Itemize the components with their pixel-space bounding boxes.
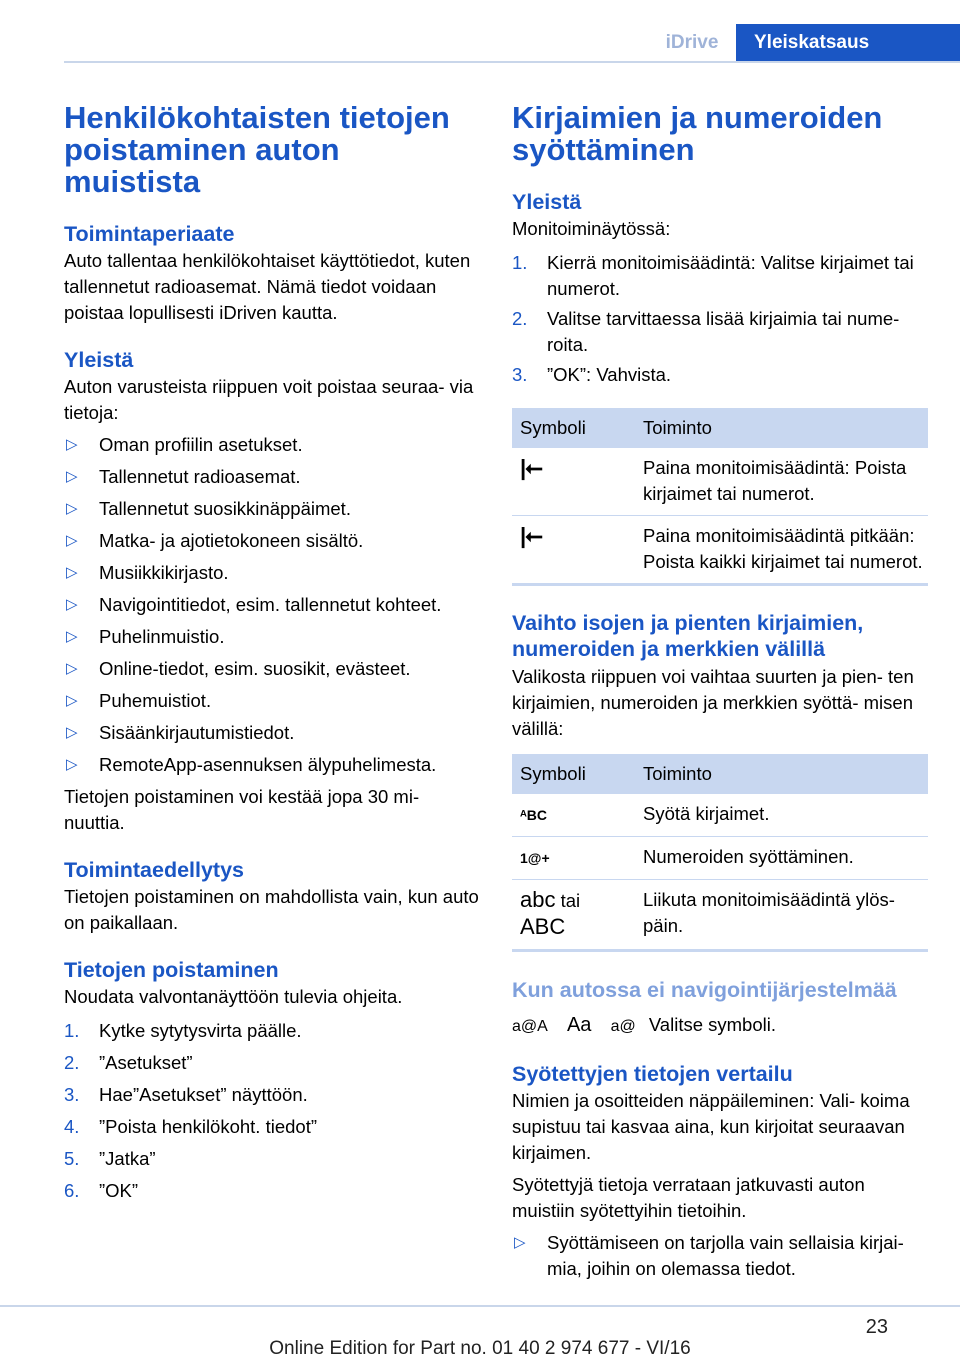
switch-text: Valikosta riippuen voi vaihtaa suurten ja pien‐ ten kirjaimien, numeroiden ja merkkien syöttä‐ misen välillä: xyxy=(512,666,914,739)
step-text: ”Poista henkilökoht. tiedot” xyxy=(99,1116,318,1137)
step-item xyxy=(512,306,928,358)
list-item-text: Tallennetut radioasemat. xyxy=(99,466,301,487)
function-cell: Paina monitoimisäädintä: Poista kirjaimet tai numerot. xyxy=(635,448,928,516)
column-header-function: Toiminto xyxy=(635,408,928,448)
function-cell: Syötä kirjaimet. xyxy=(635,794,928,837)
symbol-case-icon: Aa xyxy=(566,1014,592,1036)
symbol-cell xyxy=(512,794,635,837)
nonav-heading: Kun autossa ei navigointijärjestelmää xyxy=(512,978,897,1002)
step-text: ”OK”: Vahvista. xyxy=(547,364,672,385)
header-tab: Yleiskatsaus xyxy=(736,24,960,61)
table-row xyxy=(512,448,928,516)
general-text: Auton varusteista riippuen voit poistaa seuraa‐ via tietoja: xyxy=(64,376,474,423)
step-text: ”Asetukset” xyxy=(99,1052,193,1073)
delete-symbol-table xyxy=(512,408,928,586)
step-number: 2. xyxy=(64,1052,80,1073)
step-item xyxy=(64,1114,480,1140)
step-text: Kytke sytytysvirta päälle. xyxy=(99,1020,302,1041)
step-number: 5. xyxy=(64,1148,80,1169)
list-item-text: Oman profiilin asetukset. xyxy=(99,434,303,455)
list-item-text: Puhelinmuistio. xyxy=(99,626,225,647)
list-item xyxy=(64,752,480,778)
step-text: Kierrä monitoimisäädintä: Valitse kirjaimet tai numerot. xyxy=(547,252,914,299)
switch-symbol-table xyxy=(512,754,928,952)
triangle-bullet-icon: ▷ xyxy=(66,692,78,709)
backspace-icon: |⭠ xyxy=(520,523,542,548)
triangle-bullet-icon: ▷ xyxy=(66,628,78,645)
step-text: ”OK” xyxy=(99,1180,139,1201)
letters-icon: ᴬBC xyxy=(520,807,548,823)
numbers-symbols-icon: 1@+ xyxy=(520,850,550,866)
list-item xyxy=(64,496,480,522)
table-row xyxy=(512,880,928,951)
step-number: 3. xyxy=(512,364,528,385)
step-item xyxy=(64,1018,480,1044)
table-header-row xyxy=(512,408,928,448)
function-cell: Liikuta monitoimisäädintä ylös‐ päin. xyxy=(635,880,928,951)
nonav-row xyxy=(512,1012,928,1040)
list-item-text: Puhemuistiot. xyxy=(99,690,212,711)
list-item xyxy=(64,560,480,586)
footer-edition: Online Edition for Part no. 01 40 2 974 677 - VI/16 xyxy=(269,1338,691,1359)
list-item-text: Syöttämiseen on tarjolla vain sellaisia kirjai‐ mia, joihin on olemassa tiedot. xyxy=(547,1232,904,1279)
column-header-symbol: Symboli xyxy=(512,408,635,448)
symbol-cell xyxy=(512,448,635,516)
delete-heading: Tietojen poistaminen xyxy=(64,958,279,982)
prereq-heading: Toimintaedellytys xyxy=(64,858,245,882)
triangle-bullet-icon: ▷ xyxy=(66,596,78,613)
compare-text-2: Syötettyjä tietoja verrataan jatkuvasti auton muistiin syötettyihin tietoihin. xyxy=(512,1174,865,1221)
triangle-bullet-icon: ▷ xyxy=(514,1234,526,1251)
symbol-at-icon: a@ xyxy=(610,1018,636,1035)
left-title: Henkilökohtaisten tietojen poistaminen auton muistista xyxy=(64,100,450,199)
step-item xyxy=(64,1082,480,1108)
delete-text: Noudata valvontanäyttöön tulevia ohjeita. xyxy=(64,986,403,1007)
right-column xyxy=(512,102,928,1282)
step-item xyxy=(512,362,928,388)
uppercase-abc-icon: ABC xyxy=(520,914,566,939)
column-header-symbol: Symboli xyxy=(512,754,635,794)
triangle-bullet-icon: ▷ xyxy=(66,564,78,581)
header-rule xyxy=(64,61,960,63)
duration-text: Tietojen poistaminen voi kestää jopa 30 mi‐ nuuttia. xyxy=(64,786,420,833)
compare-text-1: Nimien ja osoitteiden näppäileminen: Vali‐ koima supistuu tai kasvaa aina, kun kirjoitat seuraavan kirjaimen. xyxy=(512,1090,910,1163)
step-item xyxy=(64,1178,480,1204)
step-number: 3. xyxy=(64,1084,80,1105)
list-item xyxy=(64,592,480,618)
list-item xyxy=(64,464,480,490)
nonav-text: Valitse symboli. xyxy=(648,1014,776,1035)
list-item xyxy=(64,624,480,650)
footer-rule xyxy=(0,1305,960,1307)
symbol-cell xyxy=(512,837,635,880)
triangle-bullet-icon: ▷ xyxy=(66,660,78,677)
list-item-text: Sisäänkirjautumistiedot. xyxy=(99,722,295,743)
list-item xyxy=(64,528,480,554)
symbol-cell xyxy=(512,516,635,585)
list-item xyxy=(64,656,480,682)
step-text: Hae”Asetukset” näyttöön. xyxy=(99,1084,308,1105)
function-cell: Paina monitoimisäädintä pitkään: Poista kaikki kirjaimet tai numerot. xyxy=(635,516,928,585)
step-number: 6. xyxy=(64,1180,80,1201)
list-item-text: Online-tiedot, esim. suosikit, evästeet. xyxy=(99,658,411,679)
data-list xyxy=(64,432,480,778)
lowercase-abc-icon: abc xyxy=(520,887,556,912)
list-item xyxy=(64,720,480,746)
symbol-a-at-icon: a@A xyxy=(512,1018,548,1035)
column-header-function: Toiminto xyxy=(635,754,928,794)
compare-heading: Syötettyjen tietojen vertailu xyxy=(512,1062,793,1086)
triangle-bullet-icon: ▷ xyxy=(66,436,78,453)
triangle-bullet-icon: ▷ xyxy=(66,532,78,549)
right-general-text: Monitoiminäytössä: xyxy=(512,218,671,239)
right-title: Kirjaimien ja numeroiden syöttäminen xyxy=(512,100,883,167)
prereq-text: Tietojen poistaminen on mahdollista vain, kun auto on paikallaan. xyxy=(64,886,479,933)
list-item-text: Tallennetut suosikkinäppäimet. xyxy=(99,498,351,519)
symbol-cell xyxy=(512,880,635,951)
list-item xyxy=(64,432,480,458)
step-item xyxy=(64,1050,480,1076)
principle-heading: Toimintaperiaate xyxy=(64,222,235,246)
list-item-text: Matka- ja ajotietokoneen sisältö. xyxy=(99,530,364,551)
switch-heading: Vaihto isojen ja pienten kirjaimien, numeroiden ja merkkien välillä xyxy=(512,611,864,661)
step-number: 1. xyxy=(512,252,528,273)
function-cell: Numeroiden syöttäminen. xyxy=(635,837,928,880)
triangle-bullet-icon: ▷ xyxy=(66,468,78,485)
step-number: 1. xyxy=(64,1020,80,1041)
list-item-text: RemoteApp-asennuksen älypuhelimesta. xyxy=(99,754,437,775)
triangle-bullet-icon: ▷ xyxy=(66,756,78,773)
left-column xyxy=(64,102,480,1210)
table-header-row xyxy=(512,754,928,794)
page-number: 23 xyxy=(865,1316,888,1338)
input-steps xyxy=(512,250,928,388)
list-item xyxy=(64,688,480,714)
tai-label: tai xyxy=(560,890,581,911)
list-item xyxy=(512,1230,928,1282)
list-item-text: Navigointitiedot, esim. tallennetut kohteet. xyxy=(99,594,442,615)
delete-steps xyxy=(64,1018,480,1204)
table-row xyxy=(512,516,928,585)
list-item-text: Musiikkikirjasto. xyxy=(99,562,229,583)
table-row xyxy=(512,794,928,837)
step-item xyxy=(64,1146,480,1172)
step-text: ”Jatka” xyxy=(99,1148,156,1169)
right-general-heading: Yleistä xyxy=(512,190,582,214)
table-row xyxy=(512,837,928,880)
step-number: 4. xyxy=(64,1116,80,1137)
compare-list xyxy=(512,1230,928,1282)
triangle-bullet-icon: ▷ xyxy=(66,724,78,741)
general-heading: Yleistä xyxy=(64,348,134,372)
header-section-label: iDrive xyxy=(665,31,719,53)
principle-text: Auto tallentaa henkilökohtaiset käyttötiedot, kuten tallennetut radioasemat. Nämä tiedot voidaan poistaa lopullisesti iDriven kautta. xyxy=(64,250,471,323)
triangle-bullet-icon: ▷ xyxy=(66,500,78,517)
backspace-icon: |⭠ xyxy=(520,455,542,480)
step-number: 2. xyxy=(512,308,528,329)
step-text: Valitse tarvittaessa lisää kirjaimia tai nume‐ roita. xyxy=(547,308,900,355)
step-item xyxy=(512,250,928,302)
